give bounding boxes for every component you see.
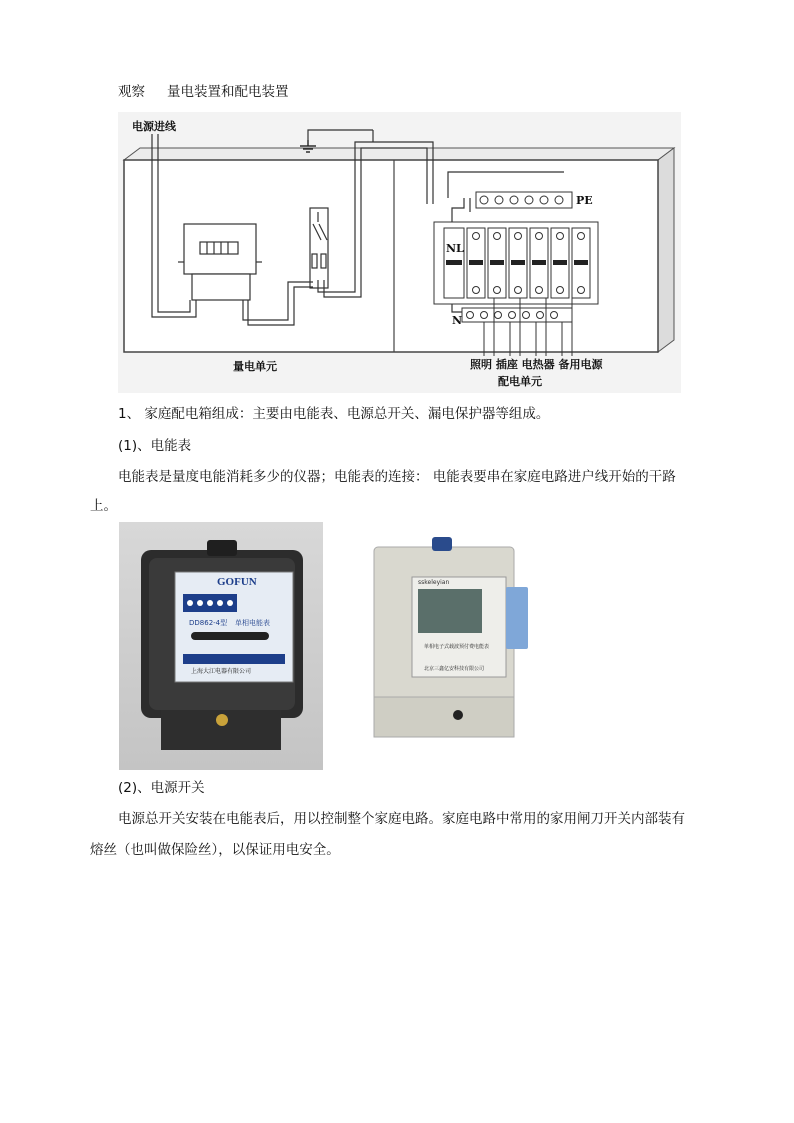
sub1-title: (1)、电能表 [118,438,192,454]
meter1-model: DD862-4型 [189,619,228,627]
sub1-para-line2: 上。 [90,498,117,514]
dist-unit-label: 配电单元 [498,375,542,388]
pe-label: PE [576,194,593,207]
meter-photo-1 [119,522,323,770]
meter1-type: 单相电能表 [235,619,270,627]
power-in-label: 电源进线 [132,120,176,133]
meter2-maker: 北京三鑫亿安科技有限公司 [424,666,485,672]
sub2-para-line2: 熔丝（也叫做保险丝），以保证用电安全。 [90,842,340,858]
sub2-para-line1: 电源总开关安装在电能表后，用以控制整个家庭电路。家庭电路中常用的家用闸刀开关内部装有 [118,811,685,827]
section1-title: 1、 家庭配电箱组成：主要由电能表、电源总开关、漏电保护器等组成。 [118,406,550,422]
heading-prefix: 观察 [118,84,145,100]
meter1-brand: GOFUN [217,576,257,588]
meter1-maker: 上海大江电器有限公司 [191,668,252,675]
meter-photo-2 [372,537,535,750]
n-bottom-label: N [452,314,463,327]
neutral-terminal-bar [462,308,572,322]
meter2-title: 单相电子式载波预付费电能表 [424,644,490,650]
sub2-title: (2)、电源开关 [118,780,205,796]
meter-unit-label: 量电单元 [233,360,277,373]
sub1-para-line1: 电能表是量度电能消耗多少的仪器；电能表的连接： 电能表要串在家庭电路进户线开始的干路 [118,469,676,485]
n-label: N [446,242,457,255]
l-label: L [456,242,464,255]
wiring-diagram [118,112,681,393]
pe-terminal-bar [476,192,572,208]
heading-title: 量电装置和配电装置 [167,84,289,100]
meter2-brand: sskeleyian [418,579,450,586]
circuits-label: 照明 插座 电热器 备用电源 [470,358,603,371]
